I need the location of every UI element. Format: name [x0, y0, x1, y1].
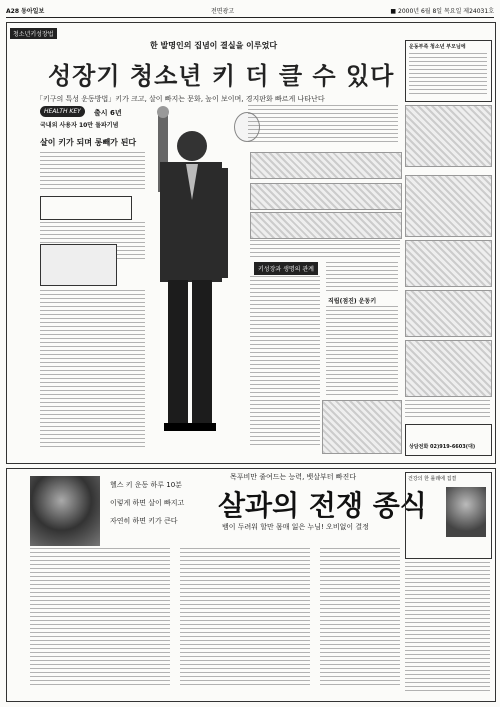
bottom-text-1: [30, 548, 170, 688]
exercise-illustration-4: [322, 400, 402, 454]
bottom-tag: 헬스 키 운동 하루 10분: [110, 481, 182, 489]
issue-date: ■ 2000년 6월 8일 목요일 제24031호: [390, 8, 494, 15]
right-title: 건강의 한 롤래에 집결: [408, 476, 457, 482]
bottom-text-4: [405, 562, 490, 692]
launch-label: 출시 6년: [94, 109, 122, 117]
header-rule: [6, 17, 494, 18]
exercise-illustration-1: [250, 152, 402, 179]
contact-box: [405, 424, 492, 456]
section-label: 전면광고: [211, 8, 235, 15]
stretch-illustration-3: [405, 290, 492, 337]
top-badge: 청소년키성장법: [10, 28, 57, 39]
right-photo: [446, 487, 486, 537]
brand-logo: HEALTH KEY: [40, 106, 85, 117]
slogan: 살이 키가 되며 롱빼가 된다: [40, 138, 137, 147]
top-headline: 성장기 청소년 키 더 클 수 있다: [48, 61, 395, 90]
center-text-5: [326, 306, 398, 396]
product-box-1: [40, 244, 117, 286]
exercise-illustration-2: [250, 183, 402, 210]
center-text-4: [326, 262, 398, 292]
top-subline: 「키구의 특성 운동방법」키가 크고, 살이 빠지는 문화, 높이 보이며, 경지판화 빠르게 나타난다: [36, 95, 325, 103]
student-figure: [130, 100, 245, 440]
section-title: 키성장과 생명의 관계: [254, 262, 318, 275]
bottom-headline: 살과의 전쟁 종식: [218, 489, 427, 522]
side-title: 운동부족 청소년 부모님에: [409, 44, 466, 50]
side-text-2: [405, 400, 490, 420]
stretch-illustration-1: [405, 175, 492, 237]
stretch-illustration-4: [405, 340, 492, 397]
bottom-kicker: 목푸비만 줄여드는 능력, 뱃살부터 빠진다: [230, 473, 357, 481]
bottom-subline: 뱀이 두려워 할만 몸매 잃은 누님! 오비없이 결정: [222, 523, 369, 531]
side-text: [409, 53, 487, 97]
bottom-line-1: 이렇게 하면 살이 빠지고: [110, 499, 185, 507]
center-text-3: [250, 276, 320, 446]
center-text-1: [248, 105, 398, 145]
page-number: A28 동아일보: [6, 8, 45, 15]
phone-number: 상담전화 02)919-6603(대): [409, 444, 476, 450]
award-box: [40, 196, 132, 220]
users-label: 국내외 사용자 10만 돌파기념: [40, 122, 119, 129]
exercise-illustration-3: [250, 212, 402, 239]
person-photo: [30, 476, 100, 546]
product-title: 직립(점진) 운동키: [328, 298, 377, 305]
bottom-text-3: [320, 548, 400, 688]
top-kicker: 한 발명인의 집념이 결실을 이루었다: [150, 41, 278, 50]
page-header: [6, 6, 494, 16]
center-text-2: [250, 240, 400, 258]
bottom-text-2: [180, 548, 310, 688]
bottom-line-2: 자연히 하면 키가 큰다: [110, 517, 178, 525]
right-photo-box: [405, 472, 492, 559]
posture-illustration: [405, 105, 492, 167]
student-illustration: [157, 106, 228, 431]
side-box: [405, 40, 492, 102]
stretch-illustration-2: [405, 240, 492, 287]
